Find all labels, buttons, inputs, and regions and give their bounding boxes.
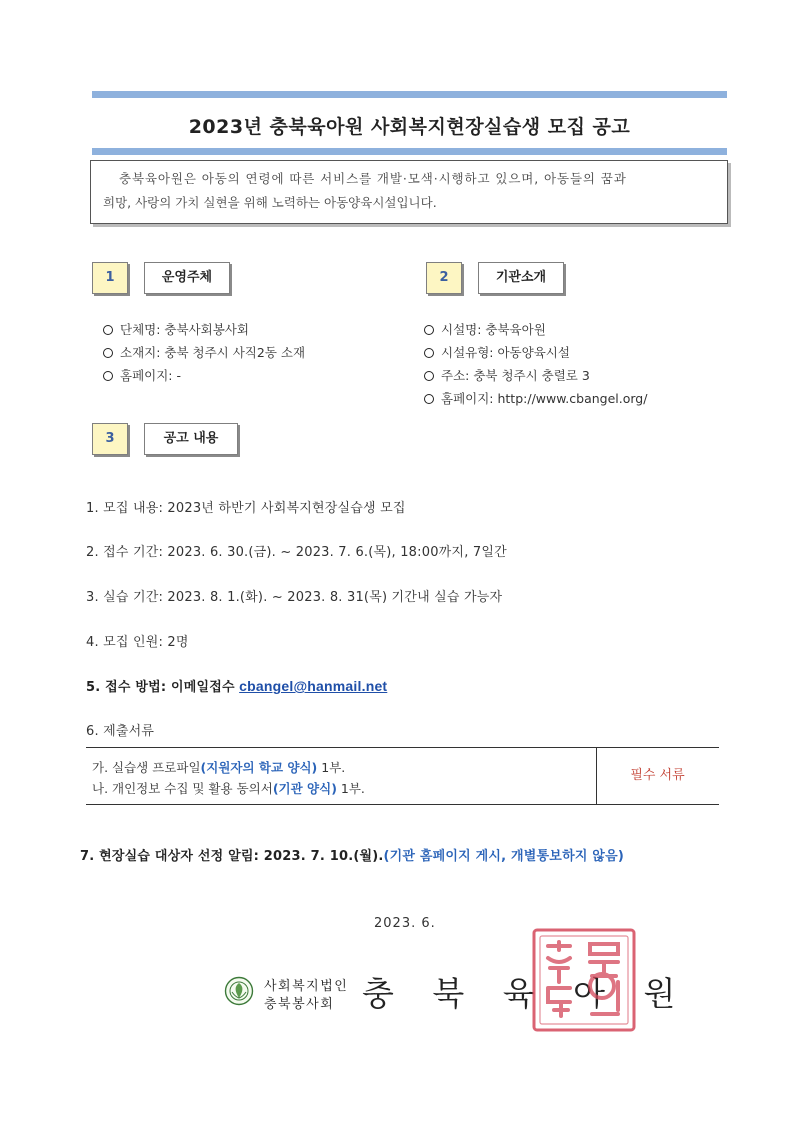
title-accent-bar xyxy=(92,148,727,155)
circle-bullet-icon xyxy=(424,371,434,381)
organization-emblem-icon xyxy=(224,976,254,1006)
item-headcount: 4. 모집 인원: 2명 xyxy=(86,635,189,650)
documents-table xyxy=(86,747,719,805)
list-item: 주소: 충북 청주시 충렬로 3 xyxy=(424,364,647,387)
page-title: 2023년 충북육아원 사회복지현장실습생 모집 공고 xyxy=(188,116,631,138)
intro-box xyxy=(90,160,728,224)
section-1-heading: 운영주체 xyxy=(144,262,230,294)
section-2-heading: 기관소개 xyxy=(478,262,564,294)
list-item: 홈페이지: - xyxy=(103,364,305,387)
official-seal-stamp xyxy=(528,924,640,1036)
item-selection-notice: 7. 현장실습 대상자 선정 알림: 2023. 7. 10.(월).(기관 홈페이지 게시, 개별통보하지 않음) xyxy=(80,849,624,864)
section-3-heading: 공고 내용 xyxy=(144,423,238,455)
section-3-number: 3 xyxy=(92,423,128,455)
circle-bullet-icon xyxy=(103,371,113,381)
organization-name: 충 북 육 아 원 xyxy=(362,974,690,1013)
email-link[interactable]: cbangel@hanmail.net xyxy=(239,678,388,694)
item-documents-heading: 6. 제출서류 xyxy=(86,724,155,739)
list-item: 소재지: 충북 청주시 사직2동 소재 xyxy=(103,341,305,364)
circle-bullet-icon xyxy=(103,348,113,358)
intro-line-2: 희망, 사랑의 가치 실현을 위해 노력하는 아동양육시설입니다. xyxy=(103,195,437,210)
list-item: 홈페이지: http://www.cbangel.org/ xyxy=(424,387,647,410)
operator-list xyxy=(103,318,305,387)
corporation-name: 충북봉사회 xyxy=(264,997,335,1012)
list-item: 단체명: 충북사회봉사회 xyxy=(103,318,305,341)
item-practice-period: 3. 실습 기간: 2023. 8. 1.(화). ~ 2023. 8. 31(목) 기간내 실습 가능자 xyxy=(86,590,503,605)
circle-bullet-icon xyxy=(424,325,434,335)
section-1-number: 1 xyxy=(92,262,128,294)
application-method-label: 5. 접수 방법: 이메일접수 xyxy=(86,680,235,695)
circle-bullet-icon xyxy=(103,325,113,335)
notice-date: 2023. 6. xyxy=(374,916,436,931)
facility-list xyxy=(424,318,647,410)
circle-bullet-icon xyxy=(424,348,434,358)
item-application-method xyxy=(86,676,387,695)
list-item: 시설명: 충북육아원 xyxy=(424,318,647,341)
document-row-1: 가. 실습생 프로파일(지원자의 학교 양식) 1부. xyxy=(92,760,346,775)
list-item: 시설유형: 아동양육시설 xyxy=(424,341,647,364)
section-2-number: 2 xyxy=(426,262,462,294)
intro-line-1: 충북육아원은 아동의 연령에 따른 서비스를 개발·모색·시행하고 있으며, 아동들의 꿈과 xyxy=(119,171,627,186)
circle-bullet-icon xyxy=(424,394,434,404)
required-documents-label: 필수 서류 xyxy=(630,768,685,783)
document-row-2: 나. 개인정보 수집 및 활용 동의서(기관 양식) 1부. xyxy=(92,781,365,796)
corporation-type: 사회복지법인 xyxy=(264,979,349,994)
item-application-period: 2. 접수 기간: 2023. 6. 30.(금). ~ 2023. 7. 6.(목), 18:00까지, 7일간 xyxy=(86,545,507,560)
documents-list-cell xyxy=(86,748,597,804)
item-recruit-content: 1. 모집 내용: 2023년 하반기 사회복지현장실습생 모집 xyxy=(86,501,406,516)
top-accent-bar xyxy=(92,91,727,98)
